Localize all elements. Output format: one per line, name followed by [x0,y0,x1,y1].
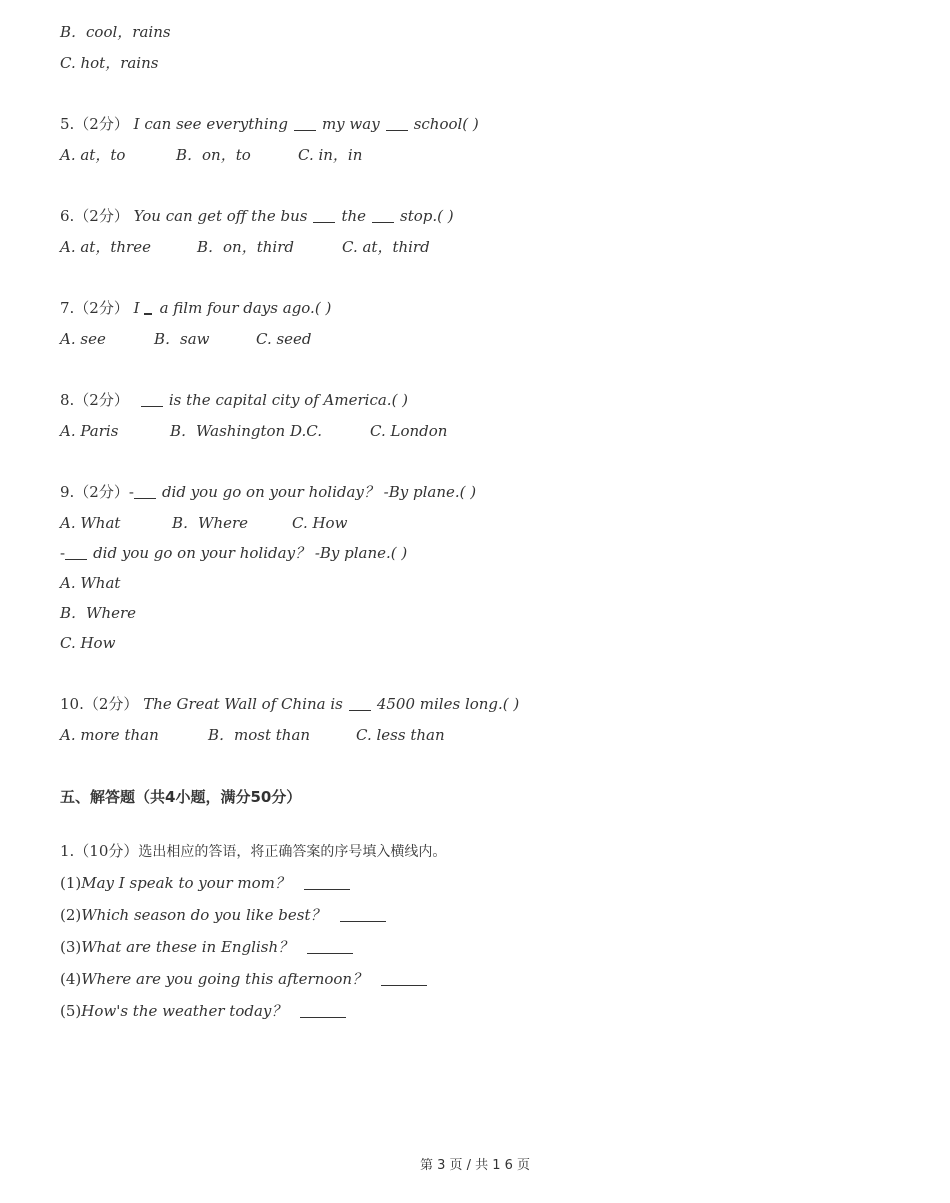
option-c: C. at，third [342,238,430,256]
question-7-number: 7.（2分） [60,299,129,317]
option-c: C. seed [256,330,312,348]
question-10 [60,694,519,714]
question-9-text-1: did you go on your holiday？ -By plane.( ) [161,483,477,501]
question-10-number: 10.（2分） [60,695,139,713]
item-text: How's the weather today？ [81,1002,287,1020]
question-8-options [60,421,447,441]
q4-option-b: B．cool，rains [60,23,171,41]
option-a: A. Paris [60,422,119,440]
question-9-repeat-dash: - [60,544,66,562]
answer-gap [144,299,152,315]
item-text: What are these in English？ [81,938,294,956]
list-item [60,1001,346,1021]
question-5 [60,114,479,134]
option-a: A. What [60,514,121,532]
s5-question-1-instruction: 选出相应的答语，将正确答案的序号填入横线内。 [138,844,447,860]
answer-blank[interactable] [307,939,353,954]
question-5-number: 5.（2分） [60,115,129,133]
option-a: A. see [60,330,106,348]
question-9-dash: - [128,483,134,501]
question-8 [60,390,408,410]
question-5-text-2: my way [321,115,380,133]
item-index: (2) [60,906,82,924]
question-9 [60,482,476,502]
option-c: C. How [292,514,348,532]
option-b: B．Where [172,514,249,532]
answer-blank[interactable] [381,971,427,986]
question-9-number: 9.（2分） [60,483,129,501]
question-7-text-2: a film four days ago.( ) [159,299,332,317]
page-footer: 第 3 页 / 共 1 6 页 [419,1158,531,1173]
option-a: A. at，to [60,146,126,164]
question-9-repeat-option-c: C. How [60,634,116,652]
option-a: A. more than [60,726,159,744]
list-item [60,905,386,925]
answer-gap [386,116,408,131]
question-7 [60,298,331,318]
answer-gap [65,545,87,560]
question-9-options [60,513,347,533]
question-10-options [60,725,445,745]
item-index: (3) [60,938,82,956]
question-6-text-2: the [341,207,367,225]
option-b: B．Washington D.C. [170,422,322,440]
question-9-repeat-text: did you go on your holiday？ -By plane.( ) [93,544,408,562]
q4-option-c: C. hot，rains [60,54,159,72]
option-c: C. London [370,422,448,440]
option-b: B．most than [208,726,311,744]
list-item [60,969,427,989]
s5-question-1 [60,841,446,862]
question-10-text-1: The Great Wall of China is [143,695,343,713]
question-7-options [60,329,312,349]
item-text: May I speak to your mom？ [81,874,290,892]
option-c: C. less than [356,726,445,744]
question-6-number: 6.（2分） [60,207,129,225]
answer-blank[interactable] [300,1003,346,1018]
question-6-text-3: stop.( ) [400,207,454,225]
answer-gap [349,696,371,711]
option-c: C. in，in [298,146,363,164]
question-8-text-1: is the capital city of America.( ) [168,391,409,409]
question-5-options [60,145,362,165]
question-7-text-1: I [133,299,140,317]
item-index: (4) [60,970,82,988]
question-9-repeat [60,543,407,563]
s5-question-1-number: 1.（10分） [60,842,139,860]
option-b: B．saw [154,330,210,348]
question-6 [60,206,454,226]
item-text: Where are you going this afternoon？ [81,970,368,988]
answer-gap [372,208,394,223]
option-b: B．on，third [197,238,294,256]
answer-blank[interactable] [340,907,386,922]
answer-gap [294,116,316,131]
question-6-text-1: You can get off the bus [133,207,308,225]
question-5-text-3: school( ) [413,115,479,133]
list-item [60,873,350,893]
question-10-text-2: 4500 miles long.( ) [376,695,520,713]
option-b: B．on，to [176,146,251,164]
option-a: A. at，three [60,238,151,256]
answer-blank[interactable] [304,875,350,890]
answer-gap [134,484,156,499]
question-5-text-1: I can see everything [133,115,288,133]
section-heading: 五、解答题（共4小题，满分50分） [60,788,302,806]
item-index: (1) [60,874,82,892]
answer-gap [313,208,335,223]
question-6-options [60,237,430,257]
question-8-number: 8.（2分） [60,391,129,409]
item-index: (5) [60,1002,82,1020]
item-text: Which season do you like best？ [81,906,326,924]
answer-gap [141,392,163,407]
list-item [60,937,353,957]
question-9-repeat-option-a: A. What [60,574,121,592]
question-9-repeat-option-b: B．Where [60,604,137,622]
